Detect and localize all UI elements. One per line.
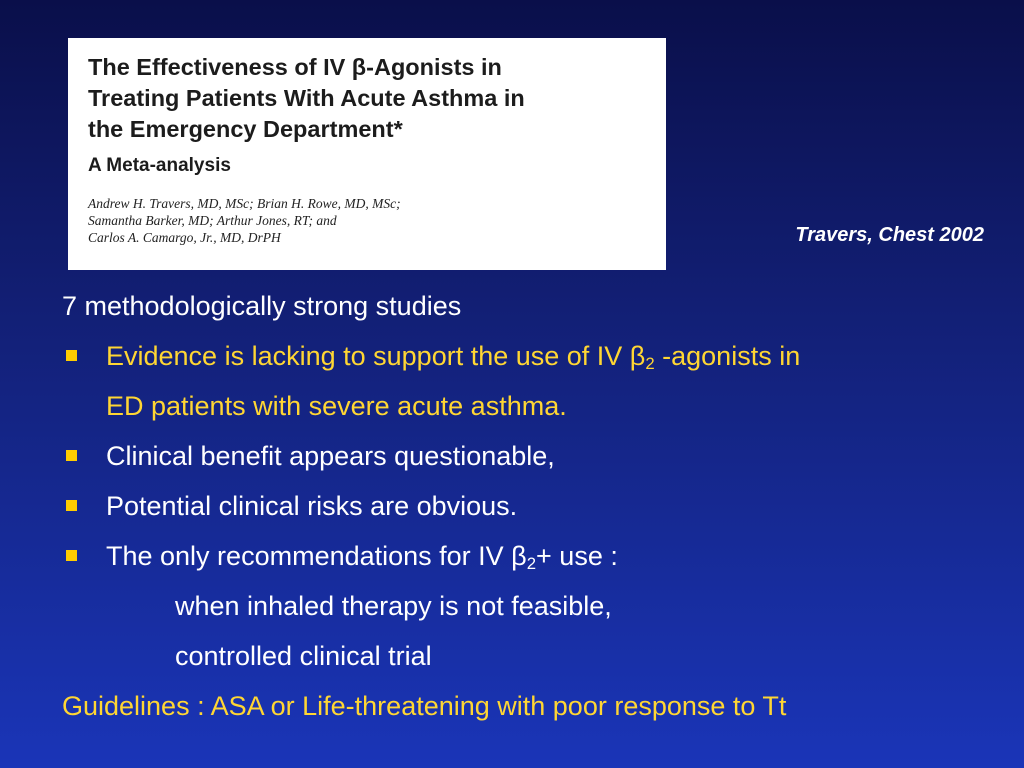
bullet-item-evidence: [62, 331, 1012, 381]
subscript: 2: [526, 554, 537, 574]
paper-author-line: Carlos A. Camargo, Jr., MD, DrPH: [88, 230, 281, 245]
bullet-item-risks: [62, 481, 1012, 531]
square-bullet-icon: [66, 450, 77, 461]
bullet-item-benefit: [62, 431, 1012, 481]
paper-title-line: Treating Patients With Acute Asthma in: [88, 85, 525, 111]
bullet-text: -agonists in: [654, 341, 801, 371]
paper-header-image: [68, 38, 666, 270]
bullet-text: Evidence is lacking to support the use of IV β: [106, 341, 646, 371]
bullet-text: Potential clinical risks are obvious.: [106, 491, 518, 521]
subscript: 2: [645, 354, 655, 374]
paper-authors: [88, 195, 646, 246]
citation: Travers, Chest 2002: [795, 224, 984, 246]
paper-subtitle: A Meta-analysis: [88, 155, 231, 176]
paper-title: [88, 52, 646, 145]
paper-author-line: Andrew H. Travers, MD, MSc; Brian H. Rowe, MD, MSc;: [88, 196, 401, 211]
bullet-text: Clinical benefit appears questionable,: [106, 441, 555, 471]
guidelines-line: Guidelines : ASA or Life-threatening with poor response to Tt: [62, 691, 787, 721]
intro-line: 7 methodologically strong studies: [62, 291, 462, 321]
square-bullet-icon: [66, 350, 77, 361]
indented-line-trial: controlled clinical trial: [175, 641, 432, 671]
bullet-continuation: ED patients with severe acute asthma.: [106, 391, 567, 421]
square-bullet-icon: [66, 500, 77, 511]
slide-body: [62, 281, 1012, 731]
paper-title-line: The Effectiveness of IV β-Agonists in: [88, 54, 502, 80]
paper-author-line: Samantha Barker, MD; Arthur Jones, RT; and: [88, 213, 337, 228]
bullet-text: The only recommendations for IV β: [106, 541, 527, 571]
bullet-item-recommendations: [62, 531, 1012, 581]
indented-line-inhaled: when inhaled therapy is not feasible,: [175, 591, 612, 621]
square-bullet-icon: [66, 550, 77, 561]
bullet-text: + use :: [536, 541, 618, 571]
paper-title-line: the Emergency Department*: [88, 116, 403, 142]
